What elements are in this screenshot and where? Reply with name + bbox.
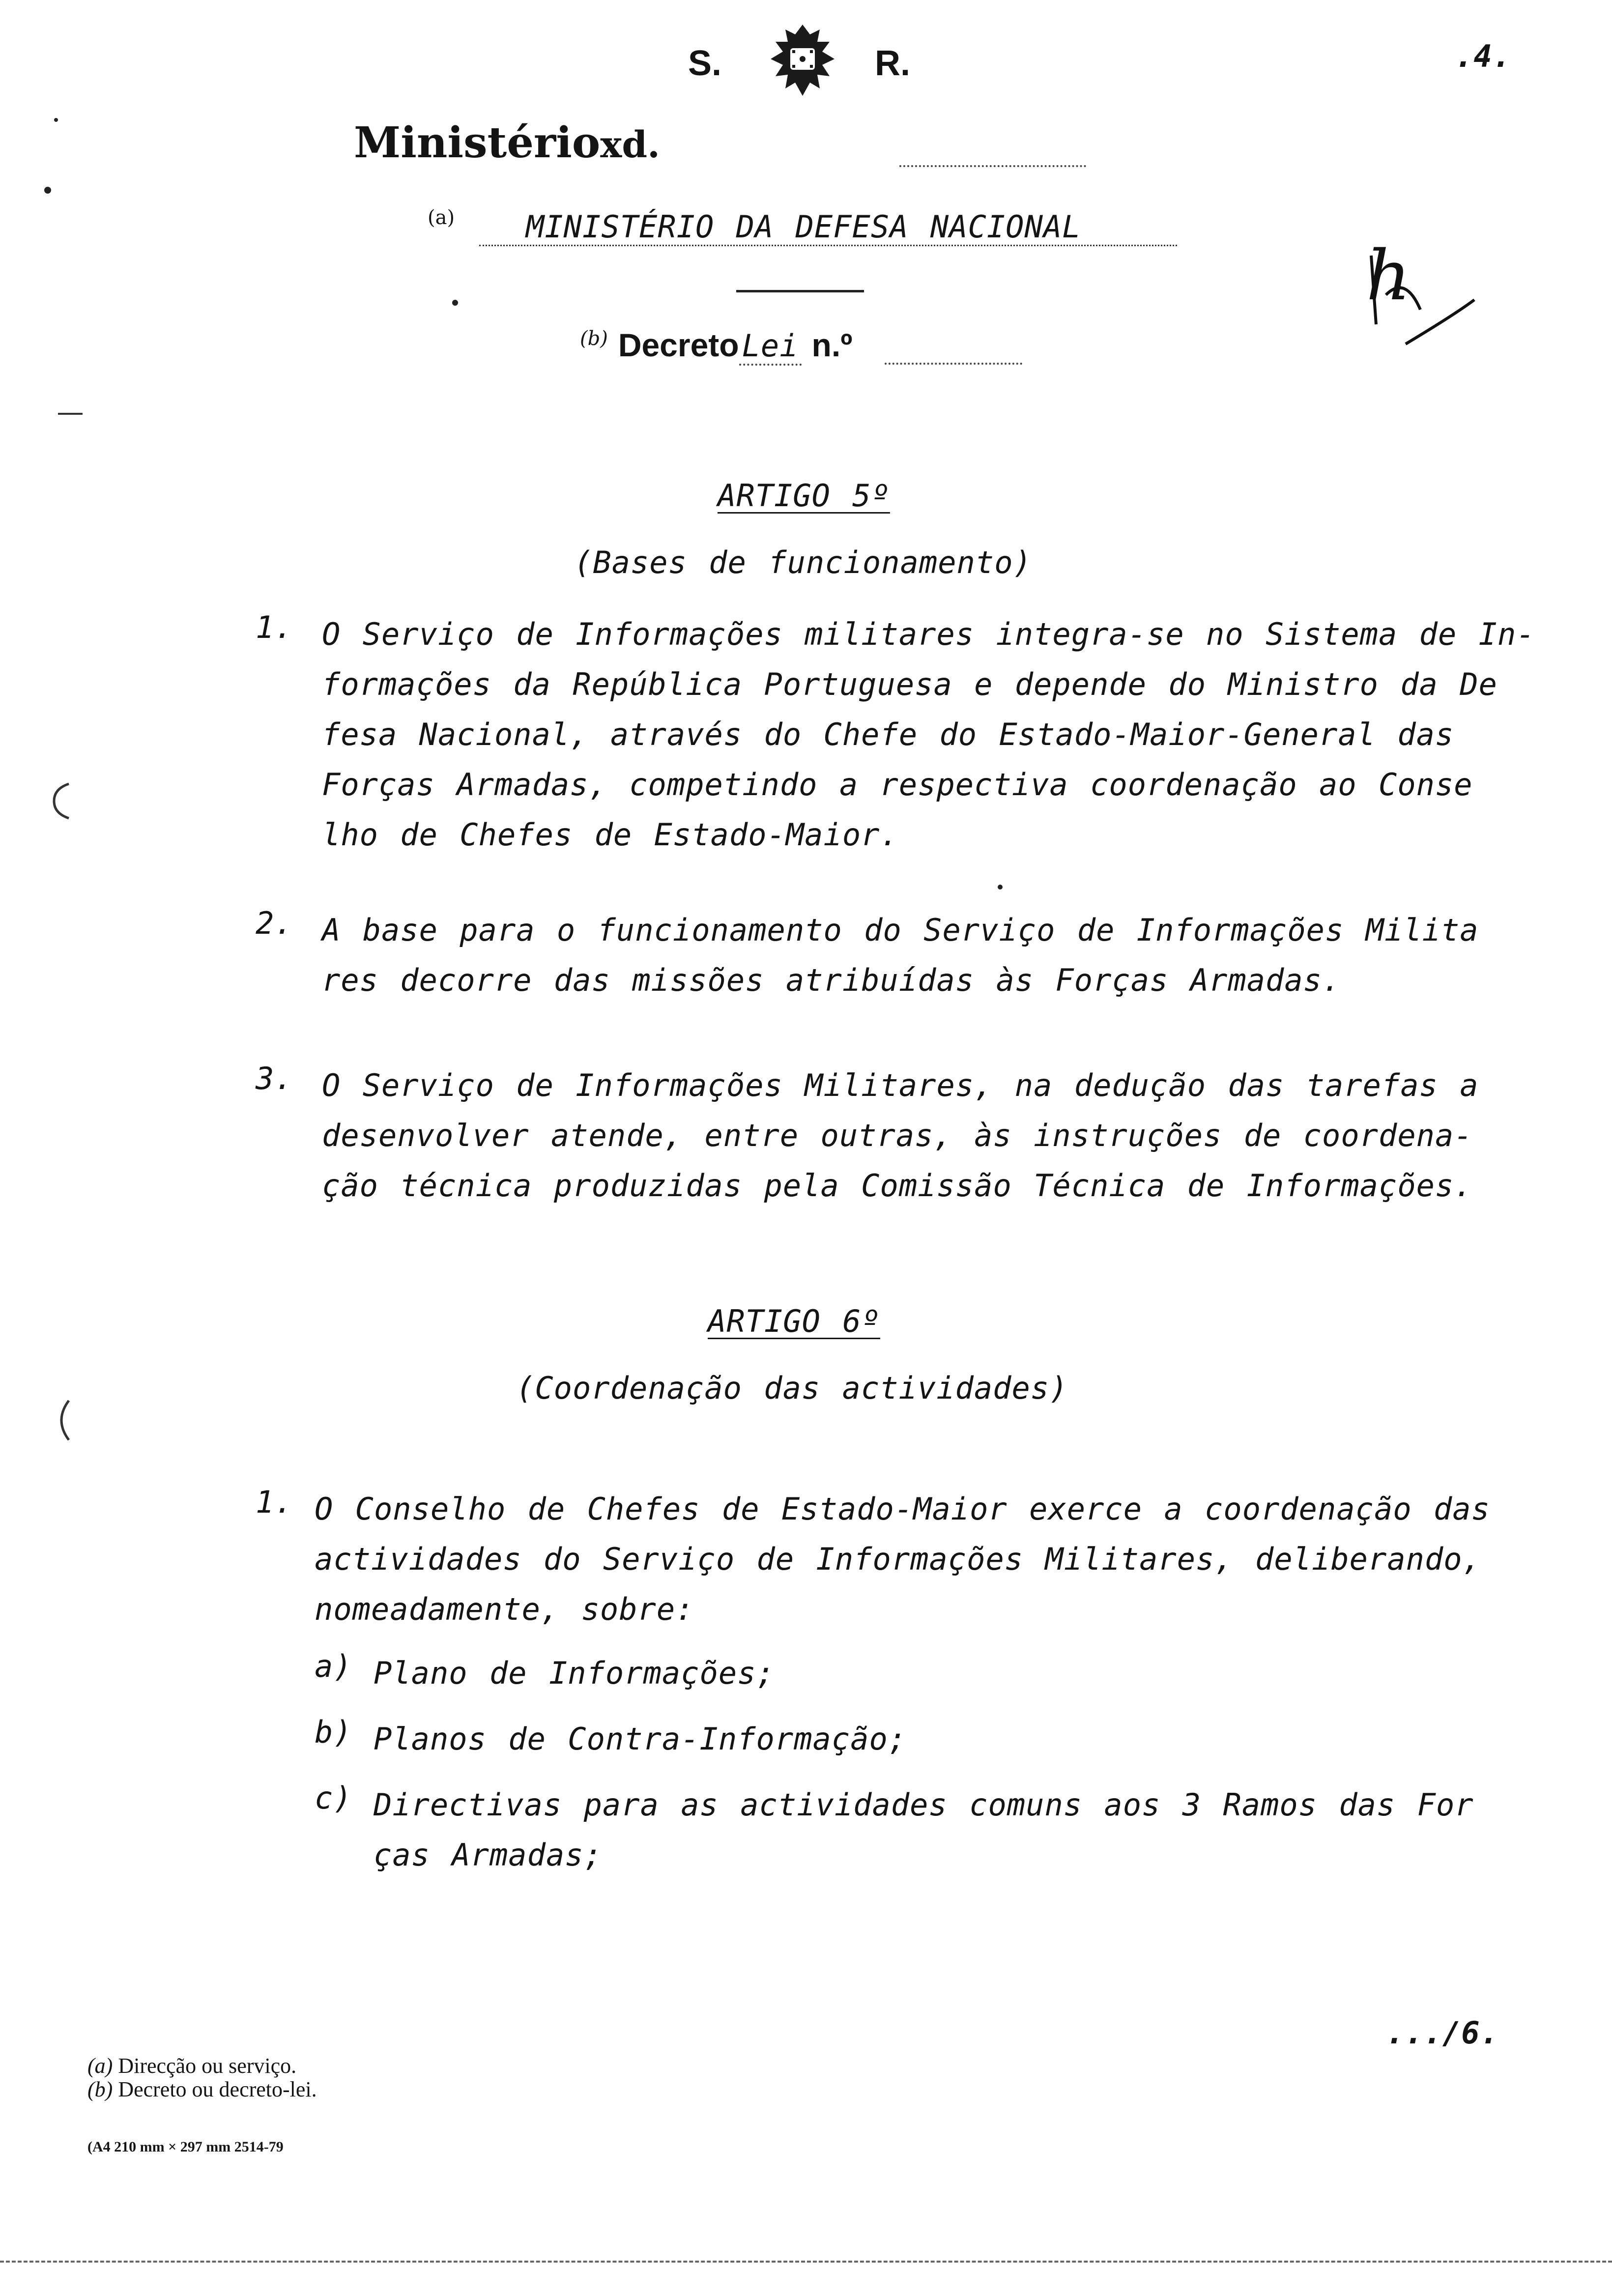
direction-marker: (a) <box>428 206 455 229</box>
handwritten-initials: h <box>1366 236 1411 316</box>
subitem-letter: c) <box>315 1780 352 1816</box>
text-line: Directivas para as actividades comuns aos 3 Ramos das For <box>374 1787 1474 1823</box>
scan-speck <box>998 885 1003 890</box>
article5-item-2-number: 2. <box>256 905 293 941</box>
subitem-letter: a) <box>315 1648 352 1684</box>
text-line: res decorre das missões atribuídas às Forças Armadas. <box>322 962 1341 998</box>
text-line: ção técnica produzidas pela Comissão Técnica de Informações. <box>322 1168 1473 1204</box>
footnote-a <box>87 2054 317 2078</box>
ministry-dotted-line <box>899 165 1086 167</box>
footnote-text: Decreto ou decreto-lei. <box>118 2077 317 2101</box>
article6-subtitle: (Coordenação das actividades) <box>516 1370 1068 1406</box>
text-line: lho de Chefes de Estado-Maior. <box>322 817 899 853</box>
text-line: O Conselho de Chefes de Estado-Maior exerce a coordenação das <box>315 1491 1490 1527</box>
text-line: A base para o funcionamento do Serviço de Informações Milita <box>322 912 1479 948</box>
handwritten-initials-stroke <box>1356 236 1484 364</box>
article6-item-1-number: 1. <box>256 1484 293 1520</box>
coat-of-arms-emblem <box>761 20 844 103</box>
text-line: Plano de Informações; <box>374 1655 775 1691</box>
form-code: (A4 210 mm × 297 mm 2514-79 <box>87 2139 284 2155</box>
text-line: O Serviço de Informações militares integra-se no Sistema de In- <box>322 616 1535 652</box>
letterhead-r: R. <box>875 44 910 83</box>
text-line: formações da República Portuguesa e depende do Ministro da De <box>322 666 1497 702</box>
subitem-letter: b) <box>315 1714 352 1750</box>
text-line: Planos de Contra-Informação; <box>374 1721 907 1757</box>
scan-speck <box>452 300 458 306</box>
scan-speck <box>54 118 58 122</box>
direction-row <box>428 206 455 237</box>
text-line: O Serviço de Informações Militares, na dedução das tarefas a <box>322 1067 1479 1103</box>
text-line: actividades do Serviço de Informações Militares, deliberando, <box>315 1541 1481 1577</box>
margin-bracket-mark <box>44 776 84 826</box>
continuation-marker: .../6. <box>1386 2015 1499 2051</box>
footnotes <box>87 2054 317 2101</box>
text-line: Forças Armadas, competindo a respectiva coordenação ao Conse <box>322 767 1473 803</box>
text-line: nomeadamente, sobre: <box>315 1591 694 1627</box>
letterhead-s: S. <box>688 44 722 83</box>
ministry-label-suffix: xd. <box>600 124 660 166</box>
ministry-label-row <box>354 118 660 168</box>
footnote-b <box>87 2078 317 2101</box>
scan-speck <box>44 187 51 194</box>
article5-heading: ARTIGO 5º <box>718 478 890 514</box>
direction-value: MINISTÉRIO DA DEFESA NACIONAL <box>479 209 1177 246</box>
text-line: desenvolver atende, entre outras, às instruções de coordena- <box>322 1118 1473 1153</box>
ministry-label: Ministério <box>354 118 601 168</box>
article6-heading: ARTIGO 6º <box>708 1303 880 1339</box>
text-line: ças Armadas; <box>374 1837 603 1873</box>
margin-bracket-mark <box>47 1396 76 1445</box>
scan-bottom-edge <box>0 2261 1612 2263</box>
decree-number-field <box>885 363 1022 365</box>
footnote-mark: (a) <box>87 2054 113 2078</box>
decree-marker: (b) <box>580 327 608 350</box>
footnote-mark: (b) <box>87 2077 113 2101</box>
decree-row <box>580 326 852 364</box>
article5-subtitle: (Bases de funcionamento) <box>574 545 1032 580</box>
text-line: fesa Nacional, através do Chefe do Estado-Maior-General das <box>322 717 1454 752</box>
margin-dash <box>58 413 83 415</box>
article5-item-3-number: 3. <box>256 1061 293 1096</box>
decree-label: Decreto <box>618 327 739 363</box>
page-number: .4. <box>1455 38 1511 74</box>
footnote-text: Direcção ou serviço. <box>118 2054 297 2078</box>
decree-number-label: n.º <box>811 327 853 363</box>
decree-type: Lei <box>739 328 802 366</box>
separator-dash <box>736 290 864 292</box>
article5-item-1-number: 1. <box>256 609 293 645</box>
